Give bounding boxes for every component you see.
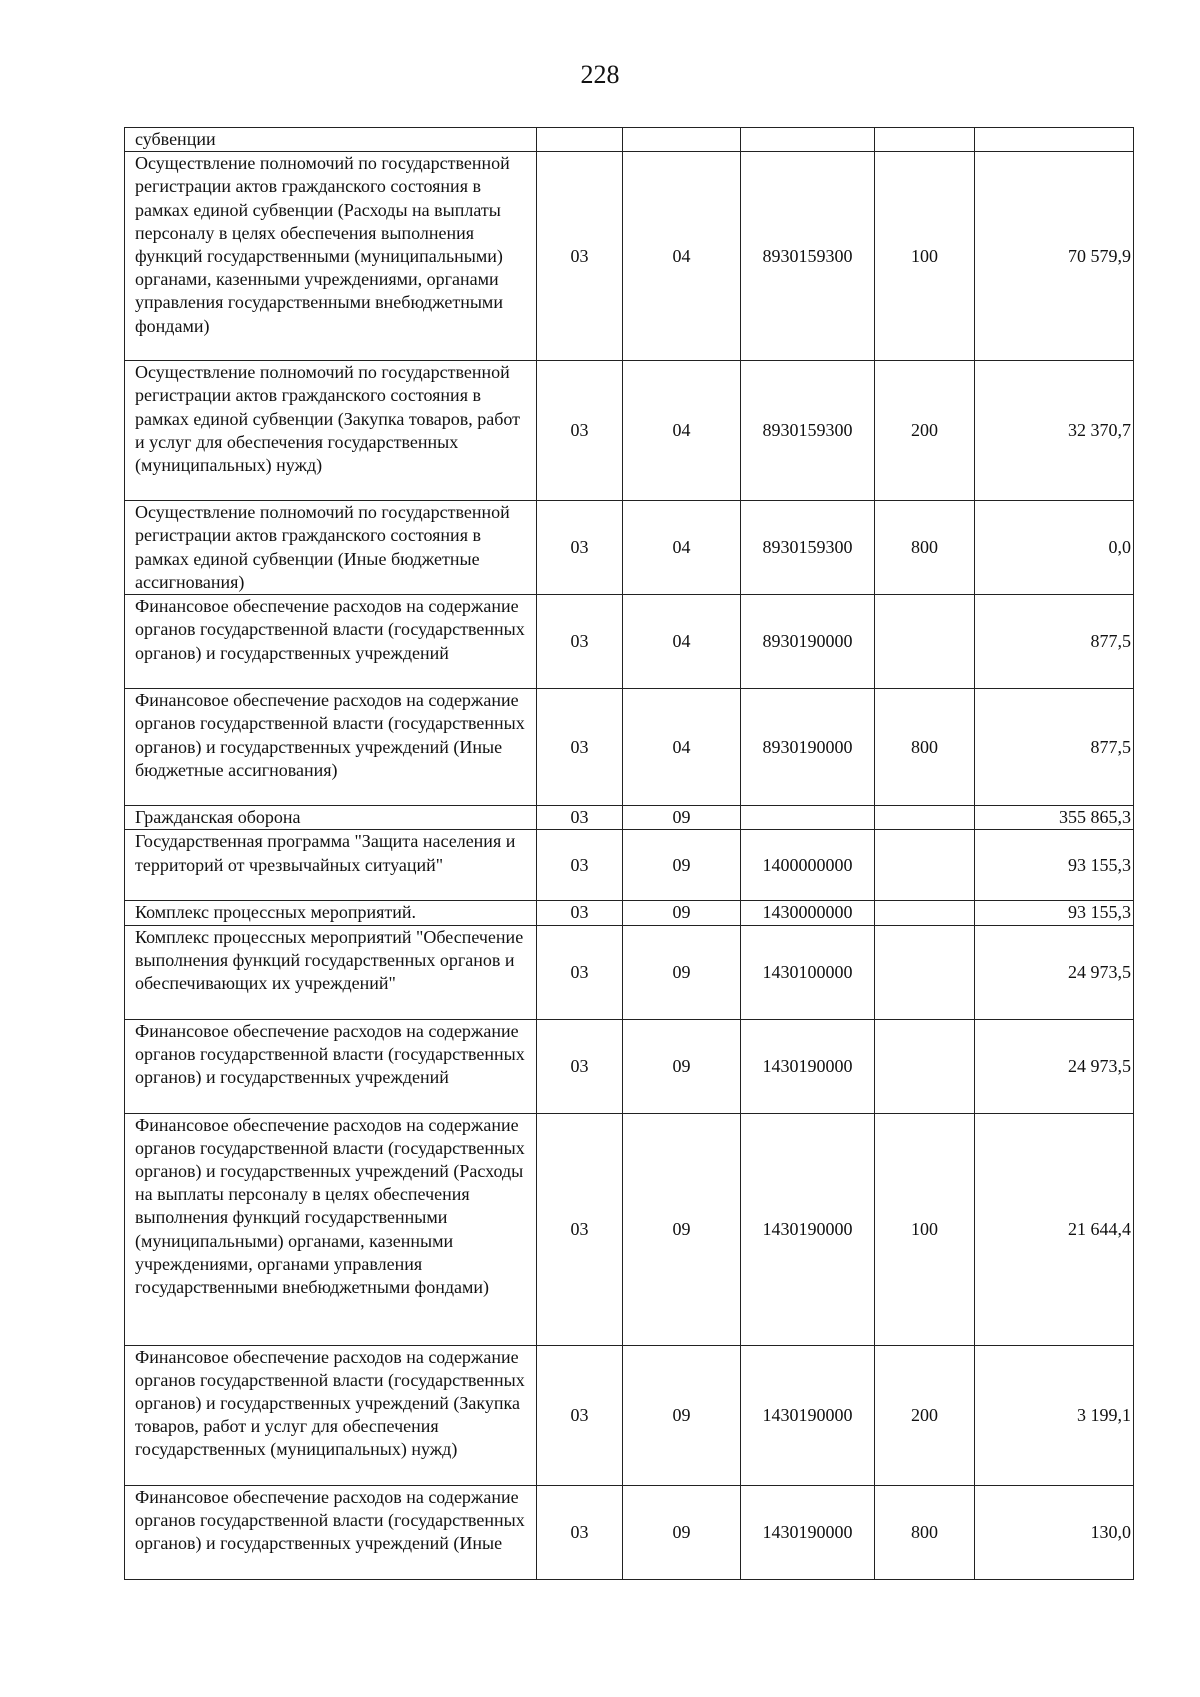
target-article-code (741, 128, 875, 152)
expense-name: Финансовое обеспечение расходов на содержание органов государственной власти (государственных органов) и государственных учреждений (Закупка товаров, работ и услуг для обеспечения государственных (муниципальных) нужд) (125, 1345, 537, 1485)
subsection-code: 09 (623, 1019, 741, 1113)
table-row (125, 152, 1134, 361)
table-row (125, 901, 1134, 925)
subsection-code: 04 (623, 152, 741, 361)
expense-name: Финансовое обеспечение расходов на содержание органов государственной власти (государственных органов) и государственных учреждений (125, 1019, 537, 1113)
table-row (125, 501, 1134, 595)
amount: 0,0 (975, 501, 1134, 595)
section-code: 03 (537, 501, 623, 595)
amount: 3 199,1 (975, 1345, 1134, 1485)
page-number: 228 (580, 60, 620, 89)
expense-type-code (875, 830, 975, 901)
expense-type-code (875, 595, 975, 689)
section-code: 03 (537, 1019, 623, 1113)
expense-name: Финансовое обеспечение расходов на содержание органов государственной власти (государственных органов) и государственных учреждений (Иные бюджетные ассигнования) (125, 689, 537, 806)
subsection-code: 09 (623, 901, 741, 925)
budget-table (124, 127, 1134, 1580)
target-article-code: 8930159300 (741, 152, 875, 361)
expense-type-code (875, 128, 975, 152)
section-code: 03 (537, 152, 623, 361)
section-code: 03 (537, 689, 623, 806)
table-row (125, 1485, 1134, 1579)
subsection-code: 04 (623, 361, 741, 501)
expense-type-code (875, 925, 975, 1019)
amount: 21 644,4 (975, 1113, 1134, 1345)
amount: 93 155,3 (975, 830, 1134, 901)
expense-name: Финансовое обеспечение расходов на содержание органов государственной власти (государственных органов) и государственных учреждений (125, 595, 537, 689)
expense-type-code: 800 (875, 689, 975, 806)
subsection-code: 04 (623, 689, 741, 806)
section-code: 03 (537, 901, 623, 925)
target-article-code: 1430190000 (741, 1019, 875, 1113)
expense-name: Комплекс процессных мероприятий. (125, 901, 537, 925)
section-code: 03 (537, 1485, 623, 1579)
target-article-code: 8930159300 (741, 361, 875, 501)
table-row (125, 1345, 1134, 1485)
expense-type-code: 100 (875, 1113, 975, 1345)
expense-type-code (875, 901, 975, 925)
section-code: 03 (537, 595, 623, 689)
section-code: 03 (537, 806, 623, 830)
table-row (125, 128, 1134, 152)
table-row (125, 595, 1134, 689)
expense-type-code: 800 (875, 1485, 975, 1579)
expense-type-code: 200 (875, 1345, 975, 1485)
table-row (125, 689, 1134, 806)
section-code (537, 128, 623, 152)
target-article-code: 1430190000 (741, 1113, 875, 1345)
section-code: 03 (537, 1345, 623, 1485)
section-code: 03 (537, 361, 623, 501)
table-row (125, 830, 1134, 901)
expense-name: субвенции (125, 128, 537, 152)
target-article-code: 1430100000 (741, 925, 875, 1019)
amount: 32 370,7 (975, 361, 1134, 501)
table-row (125, 806, 1134, 830)
amount: 355 865,3 (975, 806, 1134, 830)
expense-name: Осуществление полномочий по государственной регистрации актов гражданского состояния в рамках единой субвенции (Закупка товаров, работ и услуг для обеспечения государственных (муниципальных) нужд) (125, 361, 537, 501)
amount: 877,5 (975, 595, 1134, 689)
target-article-code: 8930190000 (741, 595, 875, 689)
section-code: 03 (537, 925, 623, 1019)
section-code: 03 (537, 830, 623, 901)
amount: 24 973,5 (975, 1019, 1134, 1113)
amount: 93 155,3 (975, 901, 1134, 925)
expense-type-code (875, 1019, 975, 1113)
section-code: 03 (537, 1113, 623, 1345)
expense-type-code: 100 (875, 152, 975, 361)
subsection-code: 09 (623, 1113, 741, 1345)
amount: 24 973,5 (975, 925, 1134, 1019)
target-article-code: 1400000000 (741, 830, 875, 901)
expense-name: Осуществление полномочий по государственной регистрации актов гражданского состояния в рамках единой субвенции (Расходы на выплаты персоналу в целях обеспечения выполнения функций государственными (муниципальными) органами, казенными учреждениями, органами управления государственными внебюджетными фондами) (125, 152, 537, 361)
expense-name: Комплекс процессных мероприятий "Обеспечение выполнения функций государственных органов и обеспечивающих их учреждений" (125, 925, 537, 1019)
table-row (125, 361, 1134, 501)
subsection-code: 09 (623, 925, 741, 1019)
subsection-code: 04 (623, 501, 741, 595)
expense-name: Государственная программа "Защита населения и территорий от чрезвычайных ситуаций" (125, 830, 537, 901)
target-article-code: 1430190000 (741, 1485, 875, 1579)
expense-type-code: 200 (875, 361, 975, 501)
expense-name: Финансовое обеспечение расходов на содержание органов государственной власти (государственных органов) и государственных учреждений (Расходы на выплаты персоналу в целях обеспечения выполнения функций государственными (муниципальными) органами, казенными учреждениями, органами управления государственными внебюджетными фондами) (125, 1113, 537, 1345)
subsection-code: 09 (623, 830, 741, 901)
table-row (125, 1113, 1134, 1345)
expense-type-code: 800 (875, 501, 975, 595)
subsection-code: 09 (623, 806, 741, 830)
target-article-code: 1430190000 (741, 1345, 875, 1485)
subsection-code (623, 128, 741, 152)
amount: 70 579,9 (975, 152, 1134, 361)
subsection-code: 09 (623, 1345, 741, 1485)
expense-type-code (875, 806, 975, 830)
table-row (125, 925, 1134, 1019)
expense-name: Финансовое обеспечение расходов на содержание органов государственной власти (государственных органов) и государственных учреждений (Иные (125, 1485, 537, 1579)
expense-name: Осуществление полномочий по государственной регистрации актов гражданского состояния в рамках единой субвенции (Иные бюджетные ассигнования) (125, 501, 537, 595)
target-article-code: 8930159300 (741, 501, 875, 595)
amount: 130,0 (975, 1485, 1134, 1579)
expense-name: Гражданская оборона (125, 806, 537, 830)
subsection-code: 04 (623, 595, 741, 689)
subsection-code: 09 (623, 1485, 741, 1579)
target-article-code (741, 806, 875, 830)
target-article-code: 8930190000 (741, 689, 875, 806)
amount: 877,5 (975, 689, 1134, 806)
table-row (125, 1019, 1134, 1113)
target-article-code: 1430000000 (741, 901, 875, 925)
amount (975, 128, 1134, 152)
